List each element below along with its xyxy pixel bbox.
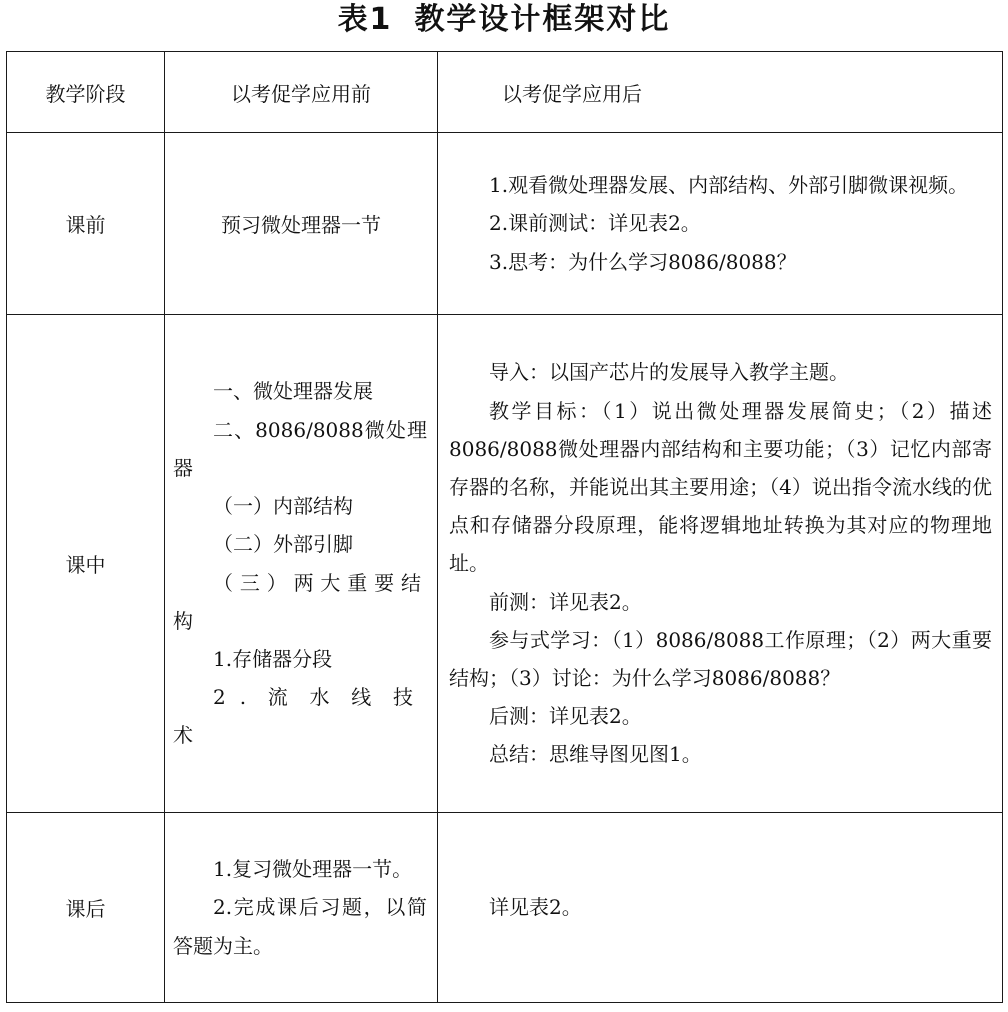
before-cell <box>165 133 438 315</box>
stage-cell: 课前 <box>7 133 165 315</box>
before-paragraph: （三）两大重要结构 <box>173 570 427 633</box>
before-paragraph: 2.完成课后习题，以简答题为主。 <box>173 895 427 958</box>
before-text: 预习微处理器一节 <box>221 213 381 237</box>
after-cell <box>438 133 1003 315</box>
after-paragraph: 后测：详见表2。 <box>489 704 642 729</box>
column-header-before: 以考促学应用前 <box>165 52 438 133</box>
after-paragraph: 导入：以国产芯片的发展导入教学主题。 <box>489 360 849 385</box>
before-paragraph: 2.流水线技术 <box>173 685 427 748</box>
after-cell <box>438 813 1003 1003</box>
before-paragraph: 1.存储器分段 <box>213 646 333 671</box>
before-cell <box>165 315 438 813</box>
table-row <box>7 813 1003 1003</box>
after-paragraph: 1.观看微处理器发展、内部结构、外部引脚微课视频。 <box>489 173 969 198</box>
before-paragraph: （二）外部引脚 <box>213 532 353 557</box>
table-caption <box>0 0 1008 40</box>
stage-cell: 课中 <box>7 315 165 813</box>
after-paragraph: 2.课前测试：详见表2。 <box>489 211 701 236</box>
after-paragraph: 3.思考：为什么学习8086/8088？ <box>489 249 797 274</box>
table-title: 教学设计框架对比 <box>414 2 671 37</box>
after-paragraph: 教学目标：（1）说出微处理器发展简史；（2）描述8086/8088微处理器内部结构和主要功能；（3）记忆内部寄存器的名称，并能说出其主要用途；（4）说出指令流水线的优点和存储器分段原理，能将逻辑地址转换为其对应的物理地址。 <box>449 398 992 576</box>
stage-cell: 课后 <box>7 813 165 1003</box>
before-paragraph: 二、8086/8088微处理器 <box>173 417 427 480</box>
after-paragraph: 参与式学习：（1）8086/8088工作原理；（2）两大重要结构；（3）讨论：为什么学习8086/8088？ <box>449 627 992 690</box>
table-row <box>7 133 1003 315</box>
table-number: 表1 <box>337 2 393 37</box>
table-header-row <box>7 52 1003 133</box>
before-paragraph: （一）内部结构 <box>213 494 353 519</box>
before-cell <box>165 813 438 1003</box>
table-row <box>7 315 1003 813</box>
column-header-stage: 教学阶段 <box>7 52 165 133</box>
after-paragraph: 详见表2。 <box>489 895 582 920</box>
before-paragraph: 一、微处理器发展 <box>213 379 373 404</box>
comparison-table <box>6 51 1003 1003</box>
after-cell <box>438 315 1003 813</box>
after-paragraph: 总结：思维导图见图1。 <box>489 742 702 767</box>
before-paragraph: 1.复习微处理器一节。 <box>213 857 413 882</box>
column-header-after: 以考促学应用后 <box>438 52 1003 133</box>
after-paragraph: 前测：详见表2。 <box>489 589 642 614</box>
